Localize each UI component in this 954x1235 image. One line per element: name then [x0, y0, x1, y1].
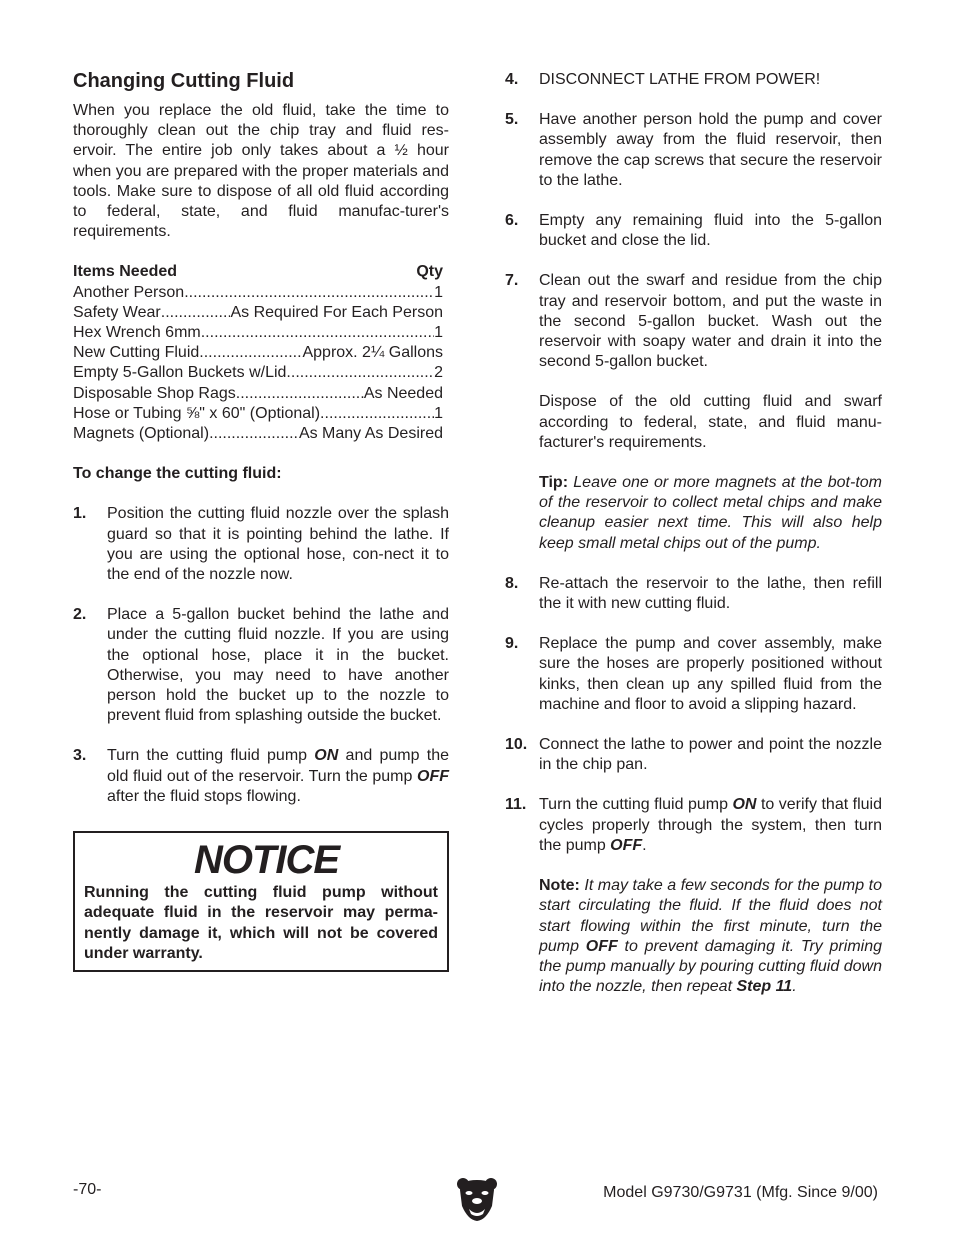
notice-title: NOTICE	[194, 838, 340, 883]
right-column	[505, 70, 882, 997]
list-item: Disposable Shop Rags ..... As Needed	[73, 384, 443, 404]
items-list	[73, 283, 449, 445]
bear-head-logo-icon	[456, 1176, 498, 1222]
step-9: 9. Replace the pump and cover assembly, make sure the hoses are properly positioned without kinks, then clean up any spilled fluid from the machine and floor to avoid a slipping hazard.	[505, 635, 882, 713]
step-10: 10. Connect the lathe to power and point the nozzle in the chip pan.	[505, 736, 882, 774]
step-1: 1. Position the cutting fluid nozzle over the splash guard so that it is pointing behind the lathe. If you are using the optional hose, con-nect it to the end of the nozzle now.	[73, 505, 449, 584]
step-4: 4. DISCONNECT LATHE FROM POWER!	[505, 71, 821, 88]
procedure-subheading: To change the cutting fluid:	[73, 465, 282, 483]
qty-label: Qty	[416, 263, 443, 281]
list-item: Magnets (Optional) ..... As Many As Desired	[73, 424, 443, 444]
step-8: 8. Re-attach the reservoir to the lathe, then refill the it with new cutting fluid.	[505, 574, 882, 613]
note: Note: It may take a few seconds for the pump to start circulating the fluid. If the fluid does not start flowing within the first minute, turn the pump OFF to prevent damaging it. Try priming the pump manually by pouring cutting fluid down into the nozzle, then repeat Step 11.	[539, 877, 882, 996]
list-item: Another Person ..... 1	[73, 283, 443, 303]
list-item: Hex Wrench 6mm ..... 1	[73, 323, 443, 343]
list-item: Empty 5-Gallon Buckets w/Lid ..... 2	[73, 363, 443, 383]
step-11: 11. Turn the cutting fluid pump ON to verify that fluid cycles properly through the system, then turn the pump OFF. Note: It may take a few seconds for the pump to start circulating the fluid. If the fluid does not start flowing within the first minute, turn the pump OFF to prevent damaging it. Try priming the pump manually by pouring cutting fluid down into the nozzle, then repeat Step 11.	[505, 795, 882, 997]
list-item: Hose or Tubing ⅝" x 60" (Optional) ..... 1	[73, 404, 443, 424]
left-column	[73, 68, 449, 972]
intro-paragraph: When you replace the old fluid, take the time to thoroughly clean out the chip tray and fluid res-ervoir. The entire job only takes about a ½ hour when you are prepared with the proper materials and tools. Make sure to dispose of all old fluid according to federal, state, and fluid manufac-turer's requirements.	[73, 102, 449, 241]
list-item: New Cutting Fluid ..... Approx. 2¼ Gallons	[73, 343, 443, 363]
items-needed-header	[73, 262, 443, 282]
list-item: Safety Wear ..... As Required For Each Person	[73, 303, 443, 323]
notice-text: Running the cutting fluid pump without adequate fluid in the reservoir may perma-nently damage it, which will not be covered under warranty.	[84, 884, 438, 962]
step-7: 7. Clean out the swarf and residue from the chip tray and reservoir bottom, and put the waste in the second 5-gallon bucket. Wash out the reservoir with soapy water and drain it into the second 5-gallon bucket. Dispose of the old cutting fluid and swarf according to federal, state, and fluid manu-facturer's requirements. Tip: Leave one or more magnets at the bot-tom of the reservoir to collect metal chips and make cleanup easier next time. This will also help keep small metal chips out of the pump.	[505, 271, 882, 553]
items-needed-label: Items Needed	[73, 263, 178, 281]
step-5: 5. Have another person hold the pump and cover assembly away from the fluid reservoir, then remove the cap screws that secure the reservoir to the lathe.	[505, 111, 882, 189]
step-6: 6. Empty any remaining fluid into the 5-gallon bucket and close the lid.	[505, 212, 882, 250]
section-heading: Changing Cutting Fluid	[73, 70, 295, 92]
page-number: -70-	[73, 1181, 102, 1198]
model-label: Model G9730/G9731 (Mfg. Since 9/00)	[603, 1184, 878, 1201]
tip: Tip: Leave one or more magnets at the bot-tom of the reservoir to collect metal chips and make cleanup easier next time. This will also help keep small metal chips out of the pump.	[539, 474, 883, 552]
step-2: 2. Place a 5-gallon bucket behind the lathe and under the cutting fluid nozzle. If you are using the optional hose, place it in the bucket. Otherwise, you may need to have another person hold the bucket up to the nozzle to prevent fluid from splashing outside the bucket.	[73, 606, 449, 725]
step-3: 3. Turn the cutting fluid pump ON and pump the old fluid out of the reservoir. Turn the pump OFF after the fluid stops flowing.	[73, 747, 449, 805]
notice-box	[73, 831, 449, 972]
